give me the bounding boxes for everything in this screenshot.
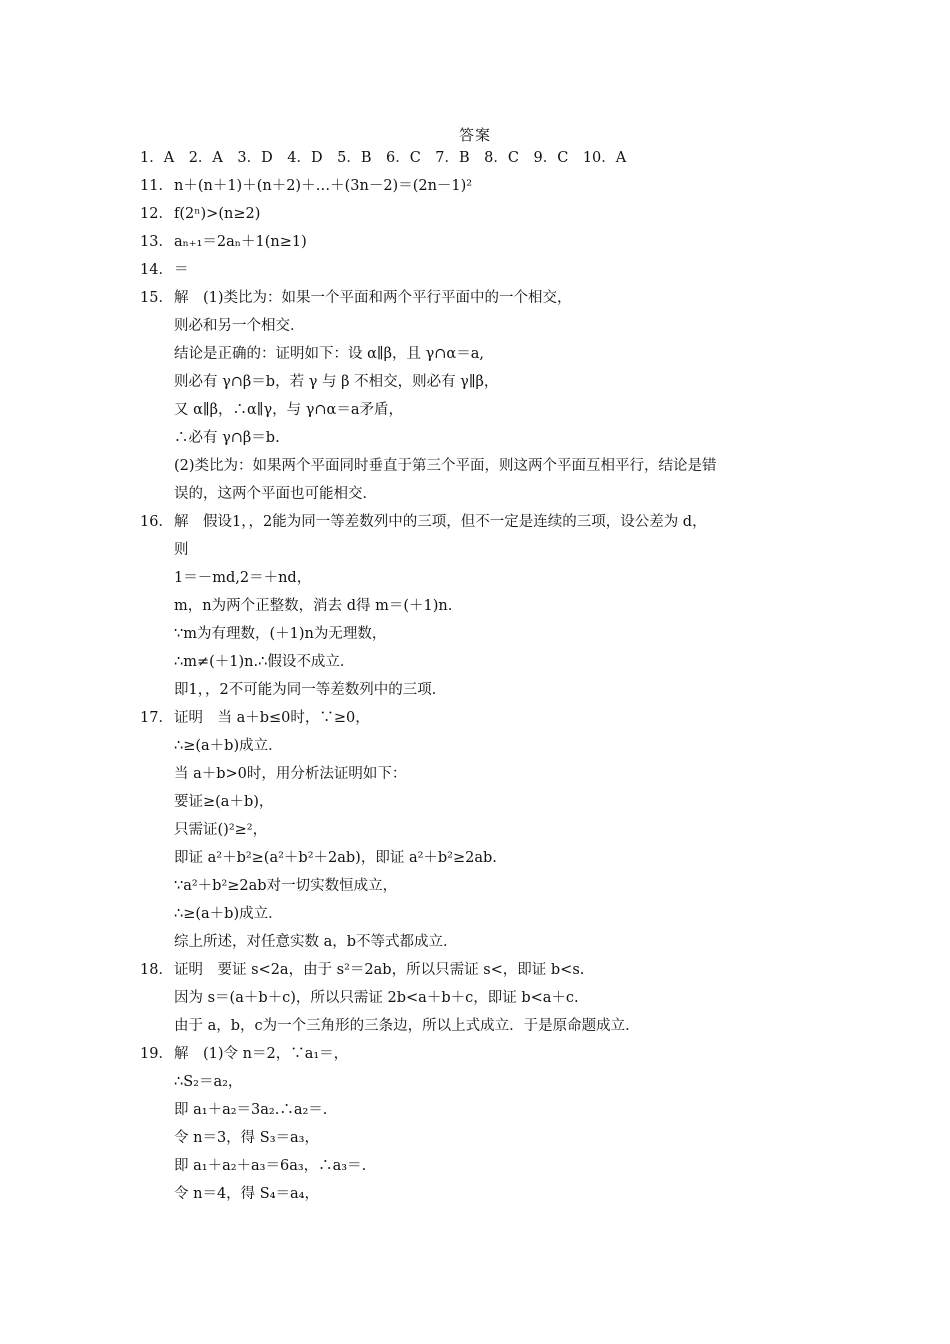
question-number: 16． (140, 514, 173, 530)
answer-line: ∵a²＋b²≥2ab对一切实数恒成立， (174, 878, 398, 894)
answer-line: 结论是正确的：证明如下：设 α∥β，且 γ∩α＝a, (174, 346, 484, 362)
question-number: 13． (140, 234, 173, 250)
answer-line: 1＝－md,2＝＋nd， (174, 570, 312, 586)
question-number: 17． (140, 710, 173, 726)
answer-line: ∴≥(a＋b)成立． (174, 906, 283, 922)
answer-line: 令 n＝4，得 S₄＝a₄， (174, 1186, 319, 1202)
question-number: 11． (140, 178, 173, 194)
answer-line: 误的，这两个平面也可能相交． (174, 486, 377, 502)
answer-line: 当 a＋b>0时，用分析法证明如下： (174, 766, 407, 782)
answer-line: ∴≥(a＋b)成立． (174, 738, 283, 754)
answer-line: 又 α∥β，∴α∥γ，与 γ∩α＝a矛盾， (174, 402, 403, 418)
question-number: 15． (140, 290, 173, 306)
answer-line: 则必和另一个相交． (174, 318, 305, 334)
question-number: 18． (140, 962, 173, 978)
answer-line: 11．n＋(n＋1)＋(n＋2)＋…＋(3n－2)＝(2n－1)² (140, 178, 473, 194)
answer-line: ∴必有 γ∩β＝b. (174, 430, 280, 446)
answer-line: 要证≥(a＋b)， (174, 794, 274, 810)
page-title: 答案 (458, 126, 491, 144)
answer-line: 12．f(2ⁿ)>(n≥2) (140, 206, 261, 222)
answer-line: m，n为两个正整数，消去 d得 m＝(＋1)n. (174, 598, 453, 614)
answer-line: ∵m为有理数，(＋1)n为无理数， (174, 626, 387, 642)
answer-line: 综上所述，对任意实数 a，b不等式都成立． (174, 934, 458, 950)
answer-line: 16．解 假设1，，2能为同一等差数列中的三项，但不一定是连续的三项，设公差为 d， (140, 514, 707, 530)
answer-line: 由于 a，b，c为一个三角形的三条边，所以上式成立．于是原命题成立． (174, 1018, 640, 1034)
answer-line: 14．＝ (140, 262, 189, 278)
answer-line: 即 a₁＋a₂＝3a₂.∴a₂＝. (174, 1102, 328, 1118)
answer-line: 19．解 (1)令 n＝2，∵a₁＝， (140, 1046, 349, 1062)
answer-line: 令 n＝3，得 S₃＝a₃， (174, 1130, 319, 1146)
answer-line: ∴S₂＝a₂， (174, 1074, 243, 1090)
answer-line: 15．解 (1)类比为：如果一个平面和两个平行平面中的一个相交， (140, 290, 572, 306)
answer-line: 即证 a²＋b²≥(a²＋b²＋2ab)，即证 a²＋b²≥2ab. (174, 850, 497, 866)
answer-line: 13．aₙ₊₁＝2aₙ＋1(n≥1) (140, 234, 307, 250)
question-number: 12． (140, 206, 173, 222)
answer-line: 则 (174, 542, 189, 558)
answer-line: 因为 s＝(a＋b＋c)，所以只需证 2b<a＋b＋c，即证 b<a＋c. (174, 990, 579, 1006)
question-number: 14． (140, 262, 173, 278)
answer-line: ∴m≠(＋1)n.∴假设不成立． (174, 654, 355, 670)
answer-line: 即 a₁＋a₂＋a₃＝6a₃，∴a₃＝. (174, 1158, 367, 1174)
answer-line: 即1，，2不可能为同一等差数列中的三项． (174, 682, 447, 698)
answer-line: 则必有 γ∩β＝b，若 γ 与 β 不相交，则必有 γ∥β， (174, 374, 499, 390)
question-number: 19． (140, 1046, 173, 1062)
answer-line: 18．证明 要证 s<2a，由于 s²＝2ab，所以只需证 s<，即证 b<s. (140, 962, 585, 978)
answer-line: 1．A 2．A 3．D 4．D 5．B 6．C 7．B 8．C 9．C 10．A (140, 150, 627, 166)
answer-line: 17．证明 当 a＋b≤0时，∵≥0， (140, 710, 370, 726)
answer-line: 只需证()²≥²， (174, 822, 268, 838)
answer-line: (2)类比为：如果两个平面同时垂直于第三个平面，则这两个平面互相平行，结论是错 (174, 458, 717, 474)
